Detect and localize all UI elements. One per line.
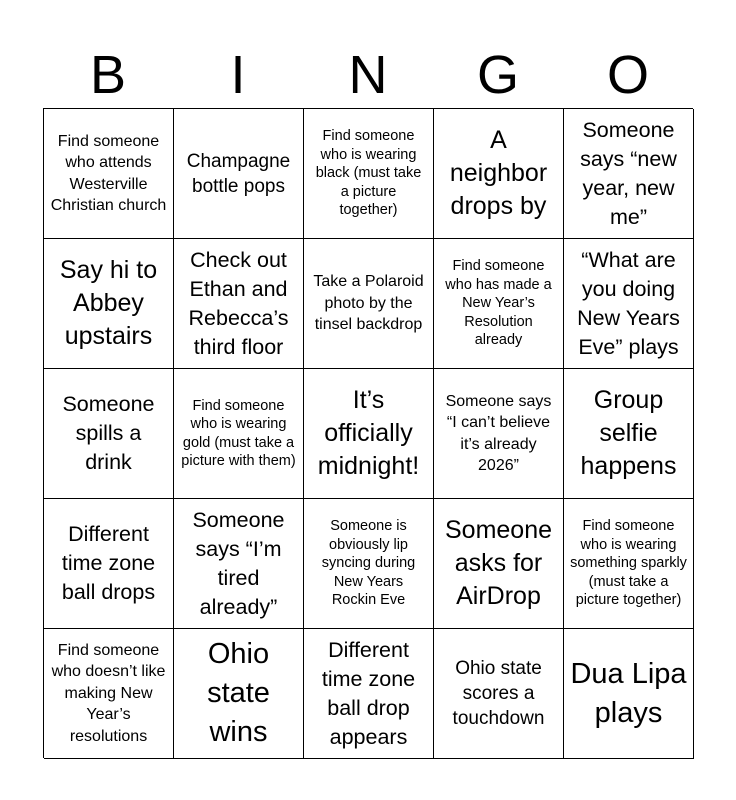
- bingo-square[interactable]: [44, 109, 174, 239]
- bingo-square[interactable]: [174, 109, 304, 239]
- bingo-square-text: Someone says “I’m tired already”: [192, 507, 285, 619]
- bingo-square[interactable]: [304, 499, 434, 629]
- bingo-square-text: Ohio state wins: [207, 638, 270, 748]
- bingo-square-text: Find someone who is wearing gold (must take a picture with them): [181, 397, 296, 469]
- bingo-square-text: Someone says “I can’t believe it’s already 2026”: [445, 392, 552, 474]
- bingo-square-text: Ohio state scores a touchdown: [452, 658, 545, 729]
- bingo-board: [43, 108, 693, 758]
- bingo-square[interactable]: [44, 239, 174, 369]
- bingo-square-text: Find someone who is wearing black (must take a picture together): [315, 128, 422, 219]
- bingo-square[interactable]: [304, 239, 434, 369]
- bingo-square[interactable]: [434, 629, 564, 759]
- bingo-header: [43, 44, 693, 106]
- bingo-square[interactable]: [564, 109, 694, 239]
- bingo-square-text: Different time zone ball drops: [61, 522, 156, 604]
- bingo-square[interactable]: [434, 109, 564, 239]
- bingo-square-text: Find someone who has made a New Year’s Resolution already: [445, 258, 552, 349]
- bingo-square[interactable]: [434, 239, 564, 369]
- bingo-square[interactable]: [304, 109, 434, 239]
- bingo-square[interactable]: [174, 499, 304, 629]
- bingo-square[interactable]: [564, 499, 694, 629]
- bingo-square-text: Find someone who doesn’t like making New Year’s resolutions: [51, 641, 166, 745]
- bingo-square[interactable]: [304, 629, 434, 759]
- bingo-square-text: It’s officially midnight!: [317, 386, 420, 480]
- header-letter-n: N: [348, 45, 388, 105]
- bingo-square[interactable]: [44, 499, 174, 629]
- bingo-square[interactable]: [304, 369, 434, 499]
- bingo-square[interactable]: [564, 369, 694, 499]
- bingo-square[interactable]: [174, 629, 304, 759]
- bingo-square-text: Someone says “new year, new me”: [580, 117, 677, 229]
- bingo-square-text: Check out Ethan and Rebecca’s third floor: [188, 247, 289, 359]
- header-letter-g: G: [476, 45, 519, 105]
- header-letter-b: B: [89, 45, 127, 105]
- bingo-square-text: Group selfie happens: [580, 386, 677, 480]
- bingo-square[interactable]: [174, 369, 304, 499]
- bingo-square[interactable]: [564, 629, 694, 759]
- header-letter-i: I: [230, 45, 246, 105]
- bingo-square-text: A neighbor drops by: [449, 126, 548, 220]
- bingo-square[interactable]: [434, 369, 564, 499]
- bingo-square[interactable]: [434, 499, 564, 629]
- bingo-square[interactable]: [44, 629, 174, 759]
- bingo-square[interactable]: [564, 239, 694, 369]
- bingo-square[interactable]: [44, 369, 174, 499]
- bingo-square[interactable]: [174, 239, 304, 369]
- bingo-square-text: Find someone who is wearing something sparkly (must take a picture together): [570, 518, 687, 609]
- bingo-square-text: Take a Polaroid photo by the tinsel backdrop: [313, 273, 424, 334]
- bingo-square-text: “What are you doing New Years Eve” plays: [577, 247, 680, 359]
- bingo-square-text: Someone asks for AirDrop: [444, 516, 553, 610]
- bingo-square-text: Dua Lipa plays: [570, 657, 687, 729]
- bingo-square-text: Find someone who attends Westerville Christian church: [50, 132, 167, 214]
- bingo-square-text: Different time zone ball drop appears: [321, 637, 416, 749]
- bingo-square-text: Champagne bottle pops: [186, 150, 291, 197]
- header-letter-o: O: [606, 45, 649, 105]
- bingo-square-text: Say hi to Abbey upstairs: [59, 256, 158, 350]
- bingo-square-text: Someone spills a drink: [62, 392, 155, 474]
- bingo-square-text: Someone is obviously lip syncing during New Years Rockin Eve: [321, 518, 416, 609]
